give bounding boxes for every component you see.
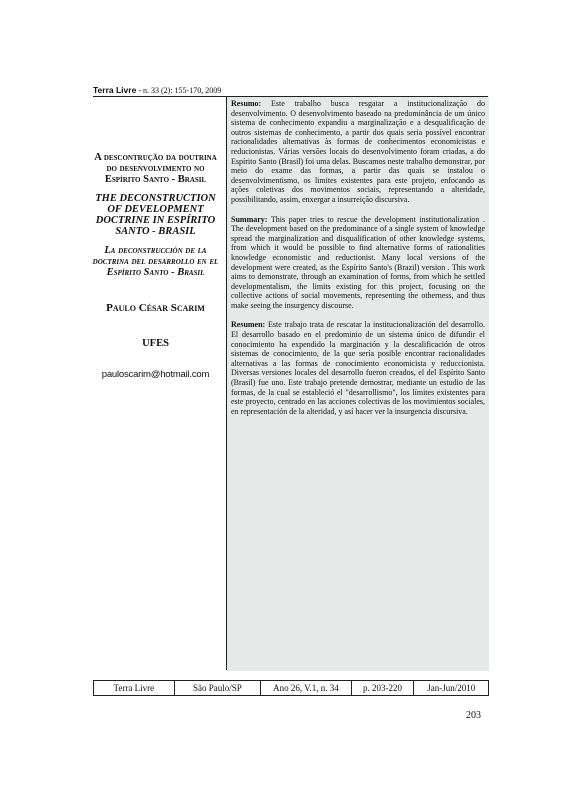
- title-spanish: La deconstrucción de la doctrina del desarrollo en el Espírito Santo - Brasil: [92, 245, 219, 278]
- abstract-text: This paper tries to rescue the development institutionalization . The development based on the predominance of a single system of knowledge spread the marginalization and disqualification of other knowledge systems, from which it would be possible to find alternative forms of rationalities knowledge economistic and reductionist. Many local versions of the development were created, as the Espírito Santo's (Brazil) version . This work aims to demonstrate, through an examination of forms, from which he settled developmentalism, the limits existing for this project, focusing on the collective actions of social movements, representing the otherness, and thus make seeing the insurgency discourse.: [231, 214, 485, 310]
- abstract-text: Este trabalho busca resgatar a institucionalização do desenvolvimento. O desenvolvimento baseado na predominância de um único sistema de conhecimento expandiu a marginalização e a desqualificação de outros sistemas de conhecimento, a partir dos quais seria possível encontrar racionalidades alternativas às formas de conhecimentos economicistas e reducionistas. Várias versões locais do desenvolvimento foram criadas, a do Espírito Santo (Brasil) foi uma delas. Buscamos neste trabalho demonstrar, por meio do exame das formas, a partir das quais se instalou o desenvolvimentismo, os limites existentes para este projeto, enfocando as ações coletivas dos movimentos sociais, representando a alteridade, possibilitando, assim, enxergar a insurreição discursiva.: [231, 99, 485, 204]
- header-journal-name: Terra Livre: [93, 85, 137, 95]
- running-header: [93, 85, 488, 96]
- abstract-label: Summary:: [231, 214, 268, 224]
- abstract-english: [231, 215, 485, 311]
- title-portuguese: A descontrução da doutrina do desenvolvimento no Espírito Santo - Brasil: [94, 152, 217, 185]
- header-citation: n. 33 (2): 155-170, 2009: [142, 86, 222, 95]
- title-english: THE DECONSTRUCTION OF DEVELOPMENT DOCTRINE IN ESPÍRITO SANTO - BRASIL: [95, 193, 216, 237]
- abstract-spanish: [231, 320, 485, 416]
- abstracts-column: [231, 99, 485, 426]
- header-separator: -: [136, 86, 143, 95]
- page-number: 203: [466, 710, 481, 721]
- footer-journal: Terra Livre: [94, 681, 175, 695]
- author-institution: UFES: [142, 338, 169, 349]
- column-divider: [226, 97, 227, 670]
- footer-volume: Ano 26, V.1, n. 34: [261, 681, 352, 695]
- abstract-portuguese: [231, 99, 485, 205]
- author-email: pauloscarim@hotmail.com: [101, 369, 210, 380]
- footer-citation-box: [93, 680, 489, 696]
- footer-pages: p. 203-220: [352, 681, 415, 695]
- title-column: [90, 152, 221, 380]
- abstract-label: Resumen:: [231, 320, 266, 330]
- author-name: Paulo César Scarim: [106, 302, 205, 314]
- footer-date: Jan-Jun/2010: [427, 683, 476, 693]
- footer-place: São Paulo/SP: [175, 681, 262, 695]
- abstract-label: Resumo:: [231, 99, 262, 108]
- abstract-text: Este trabajo trata de rescatar la institucionalización del desarrollo. El desarrollo basado en el predominio de un sistema único de difundir el conocimiento ha expendido la marginación y la descalificación de otros sistemas de conocimiento, de la que sería posible encontrar racionalidades alternativas a las formas de conocimiento economicista y reduccionista. Diversas versiones locales del desarrollo fueron creados, el del Espírito Santo (Brasil) fue uno. Este trabajo pretende demostrar, mediante un estudio de las formas, de la cual se estableció el "desarrollismo", los límites existentes para este proyecto, centrado en las acciones colectivas de los movimientos sociales, en representación de la alteridad, y así hacer ver la insurgencia discursiva.: [231, 320, 485, 416]
